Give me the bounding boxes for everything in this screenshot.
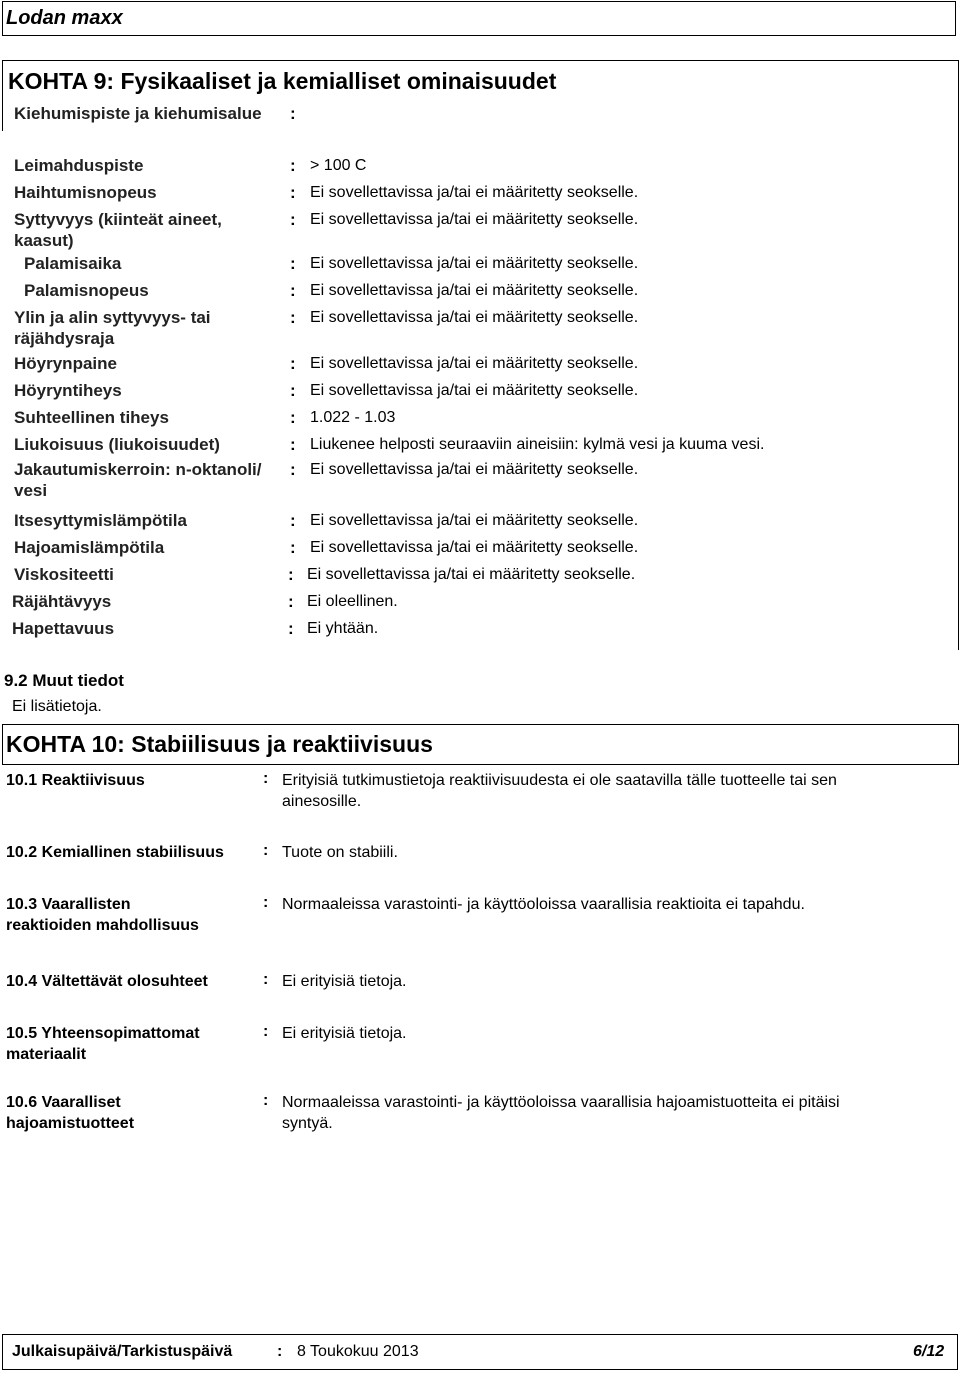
chemical-stability-label: 10.2 Kemiallinen stabiilisuus bbox=[6, 844, 224, 861]
property-value: > 100 C bbox=[310, 157, 367, 174]
other-info-text: Ei lisätietoja. bbox=[12, 698, 102, 715]
reactivity-value: Erityisiä tutkimustietoja reaktiivisuudesta ei ole saatavilla tälle tuotteelle tai sen bbox=[282, 772, 837, 789]
item-colon: : bbox=[263, 1092, 269, 1109]
property-colon: : bbox=[290, 435, 296, 454]
property-colon: : bbox=[290, 183, 296, 202]
decomposition-products-value-cont: syntyä. bbox=[282, 1115, 333, 1132]
conditions-to-avoid-value: Ei erityisiä tietoja. bbox=[282, 973, 407, 990]
decomposition-products-value: Normaaleissa varastointi- ja käyttöoloissa vaarallisia hajoamistuotteita ei pitäisi bbox=[282, 1094, 840, 1111]
hazardous-reactions-label-cont: reaktioiden mahdollisuus bbox=[6, 917, 199, 934]
hazardous-reactions-label: 10.3 Vaarallisten bbox=[6, 896, 131, 913]
property-value: Ei sovellettavissa ja/tai ei määritetty seokselle. bbox=[310, 184, 639, 201]
property-label: Viskositeetti bbox=[14, 565, 114, 584]
property-colon: : bbox=[290, 460, 296, 479]
footer-date-value: 8 Toukokuu 2013 bbox=[297, 1343, 419, 1360]
page-number: 6/12 bbox=[913, 1343, 945, 1360]
property-value: Ei sovellettavissa ja/tai ei määritetty seokselle. bbox=[310, 211, 639, 228]
section9-title: KOHTA 9: Fysikaaliset ja kemialliset ominaisuudet bbox=[8, 68, 557, 94]
property-colon: : bbox=[288, 565, 294, 584]
property-label: Räjähtävyys bbox=[12, 592, 112, 611]
property-label: Kiehumispiste ja kiehumisalue bbox=[14, 104, 262, 123]
property-colon: : bbox=[290, 254, 296, 273]
property-colon: : bbox=[290, 538, 296, 557]
reactivity-value-cont: ainesosille. bbox=[282, 793, 362, 810]
property-label: Haihtumisnopeus bbox=[14, 183, 157, 202]
incompatible-materials-value: Ei erityisiä tietoja. bbox=[282, 1025, 407, 1042]
property-label: Syttyvyys (kiinteät aineet, bbox=[14, 210, 222, 229]
footer-colon: : bbox=[277, 1343, 283, 1360]
property-colon: : bbox=[290, 354, 296, 373]
incompatible-materials-label: 10.5 Yhteensopimattomat bbox=[6, 1025, 200, 1042]
hazardous-reactions-value: Normaaleissa varastointi- ja käyttöoloissa vaarallisia reaktioita ei tapahdu. bbox=[282, 896, 805, 913]
property-colon: : bbox=[290, 156, 296, 175]
property-value: Ei sovellettavissa ja/tai ei määritetty seokselle. bbox=[310, 461, 639, 478]
property-colon: : bbox=[290, 308, 296, 327]
chemical-stability-value: Tuote on stabiili. bbox=[282, 844, 398, 861]
property-value: Ei sovellettavissa ja/tai ei määritetty seokselle. bbox=[310, 255, 639, 272]
property-value: 1.022 - 1.03 bbox=[310, 409, 396, 426]
product-name: Lodan maxx bbox=[6, 7, 123, 29]
property-value: Ei yhtään. bbox=[307, 620, 379, 637]
property-label-cont: räjähdysraja bbox=[14, 329, 115, 348]
property-value: Ei sovellettavissa ja/tai ei määritetty seokselle. bbox=[310, 282, 639, 299]
property-colon: : bbox=[288, 619, 294, 638]
property-value: Ei sovellettavissa ja/tai ei määritetty seokselle. bbox=[307, 566, 636, 583]
property-label: Palamisaika bbox=[24, 254, 122, 273]
property-label: Palamisnopeus bbox=[24, 281, 149, 300]
item-colon: : bbox=[263, 842, 269, 859]
document-header bbox=[2, 1, 956, 36]
footer-date-label: Julkaisupäivä/Tarkistuspäivä bbox=[12, 1343, 233, 1360]
property-colon: : bbox=[290, 281, 296, 300]
decomposition-products-label: 10.6 Vaaralliset bbox=[6, 1094, 121, 1111]
property-value: Ei sovellettavissa ja/tai ei määritetty seokselle. bbox=[310, 539, 639, 556]
incompatible-materials-label-cont: materiaalit bbox=[6, 1046, 87, 1063]
property-colon: : bbox=[290, 104, 296, 123]
property-label-cont: vesi bbox=[14, 481, 48, 500]
property-colon: : bbox=[290, 381, 296, 400]
property-label: Höyrynpaine bbox=[14, 354, 117, 373]
conditions-to-avoid-label: 10.4 Vältettävät olosuhteet bbox=[6, 973, 208, 990]
property-colon: : bbox=[290, 408, 296, 427]
property-value: Ei sovellettavissa ja/tai ei määritetty seokselle. bbox=[310, 309, 639, 326]
section10-title: KOHTA 10: Stabiilisuus ja reaktiivisuus bbox=[6, 731, 433, 757]
item-colon: : bbox=[263, 894, 269, 911]
property-label: Leimahduspiste bbox=[14, 156, 144, 175]
other-info-heading: 9.2 Muut tiedot bbox=[4, 671, 124, 690]
property-colon: : bbox=[290, 210, 296, 229]
decomposition-products-label-cont: hajoamistuotteet bbox=[6, 1115, 135, 1132]
property-label: Höyryntiheys bbox=[14, 381, 122, 400]
property-label: Hapettavuus bbox=[12, 619, 115, 638]
property-label: Hajoamislämpötila bbox=[14, 538, 165, 557]
reactivity-label: 10.1 Reaktiivisuus bbox=[6, 772, 145, 789]
item-colon: : bbox=[263, 971, 269, 988]
item-colon: : bbox=[263, 770, 269, 787]
property-value: Ei sovellettavissa ja/tai ei määritetty seokselle. bbox=[310, 382, 639, 399]
property-colon: : bbox=[288, 592, 294, 611]
property-colon: : bbox=[290, 511, 296, 530]
property-label: Ylin ja alin syttyvyys- tai bbox=[14, 308, 211, 327]
property-label-cont: kaasut) bbox=[14, 231, 74, 250]
property-value: Ei sovellettavissa ja/tai ei määritetty seokselle. bbox=[310, 512, 639, 529]
property-label: Liukoisuus (liukoisuudet) bbox=[14, 435, 220, 454]
property-label: Itsesyttymislämpötila bbox=[14, 511, 187, 530]
item-colon: : bbox=[263, 1023, 269, 1040]
property-value: Ei oleellinen. bbox=[307, 593, 398, 610]
property-label: Suhteellinen tiheys bbox=[14, 408, 169, 427]
property-value: Liukenee helposti seuraaviin aineisiin: kylmä vesi ja kuuma vesi. bbox=[310, 436, 765, 453]
property-value: Ei sovellettavissa ja/tai ei määritetty seokselle. bbox=[310, 355, 639, 372]
property-label: Jakautumiskerroin: n-oktanoli/ bbox=[14, 460, 262, 479]
